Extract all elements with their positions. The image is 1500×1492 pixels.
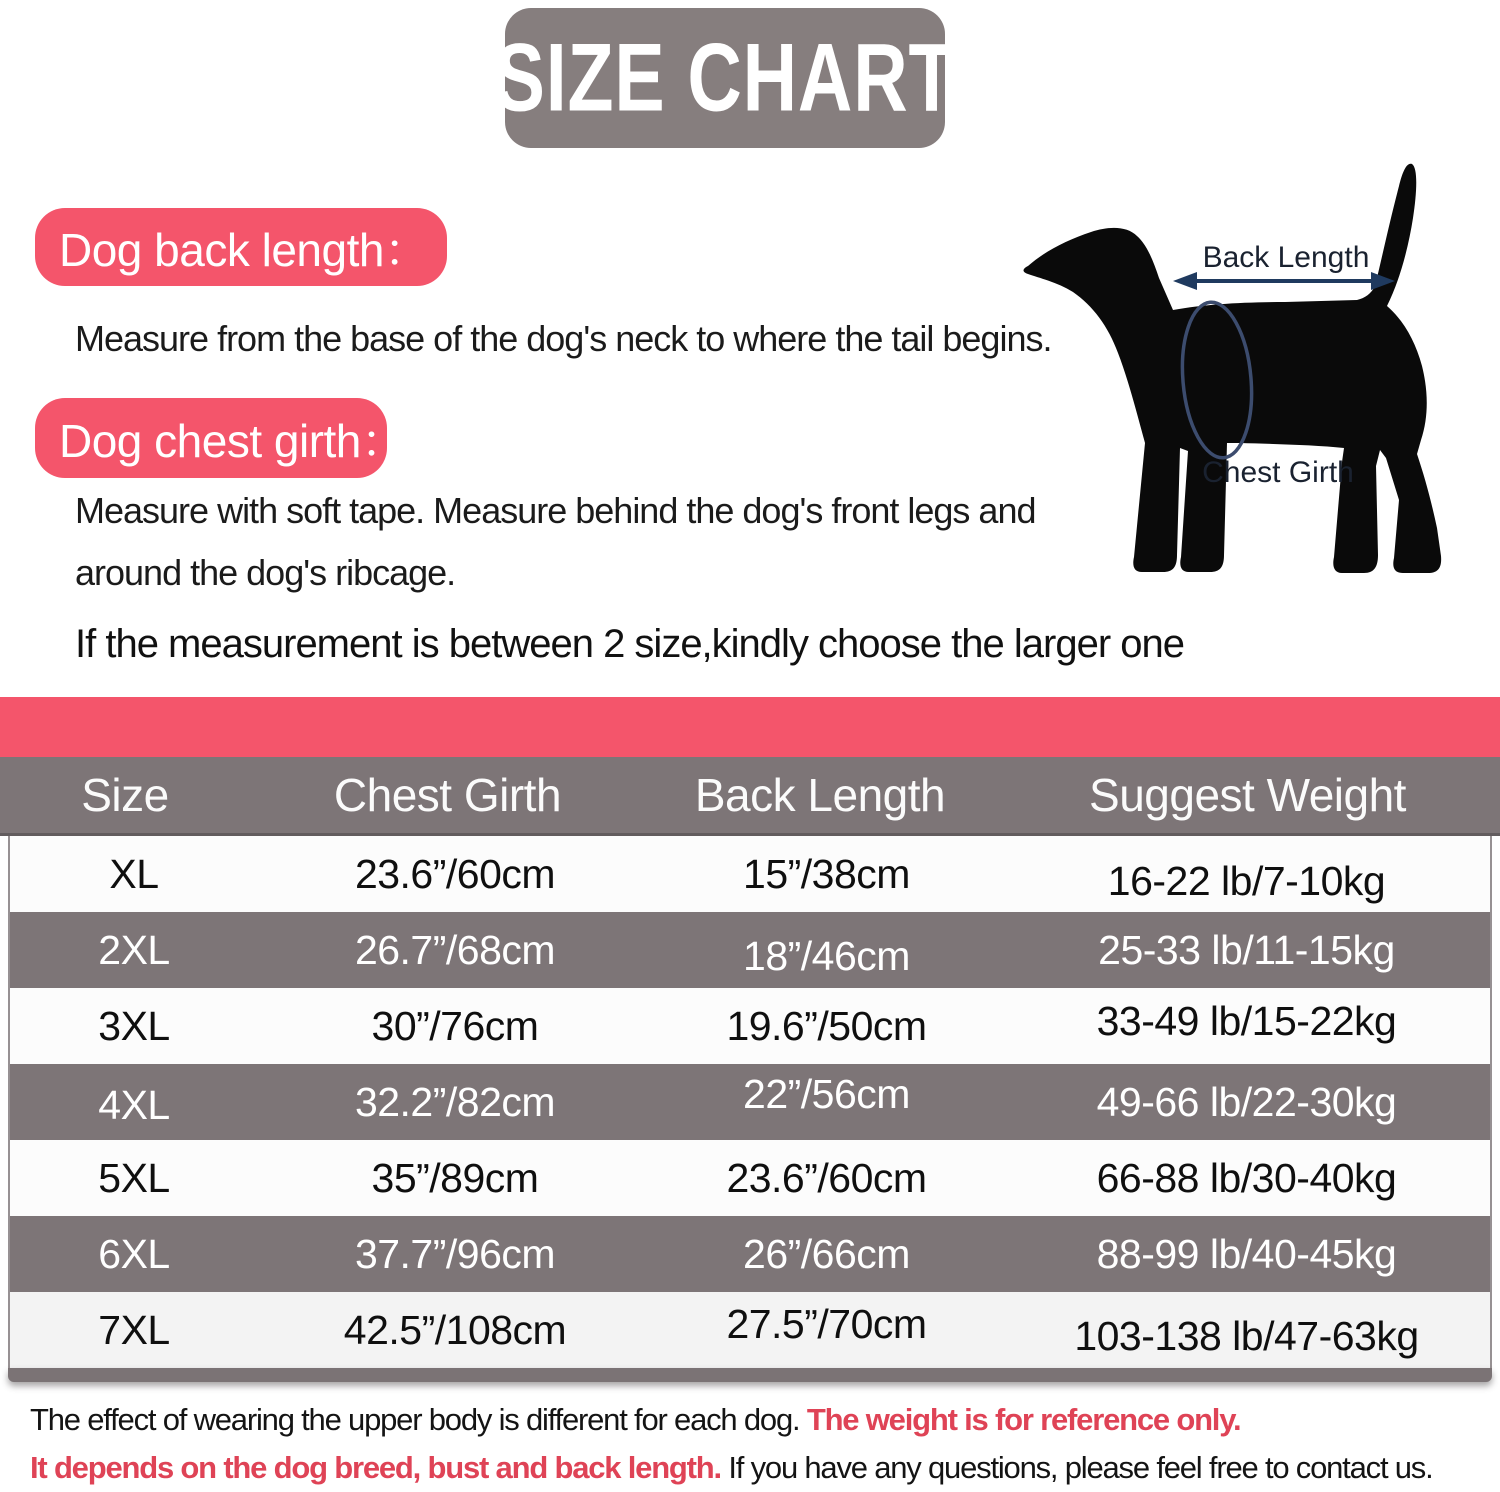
table-cell: 35”/89cm xyxy=(371,1154,539,1201)
chest-girth-description-line1: Measure with soft tape. Measure behind the dog's front legs and xyxy=(75,490,1036,531)
chest-girth-label-pill xyxy=(35,398,407,478)
footer-line1-red-text: The weight is for reference only. xyxy=(806,1402,1241,1437)
chest-girth-label: Dog chest girth： xyxy=(59,415,407,467)
table-header-row xyxy=(0,757,1500,836)
table-cell: 66-88 lb/30-40kg xyxy=(1096,1154,1397,1201)
size-table xyxy=(0,697,1500,1382)
table-body xyxy=(8,836,1492,1368)
table-cell: 5XL xyxy=(98,1154,170,1201)
table-cell: 33-49 lb/15-22kg xyxy=(1096,997,1397,1044)
column-header-chest-girth: Chest Girth xyxy=(333,769,562,821)
footer-line2-red-text: It depends on the dog breed, bust and back length. xyxy=(30,1450,729,1485)
table-bottom-bar xyxy=(8,1368,1492,1382)
column-header-size: Size xyxy=(81,769,169,821)
table-row xyxy=(10,1140,1490,1216)
table-row xyxy=(10,1292,1490,1368)
dog-measurement-diagram xyxy=(1005,148,1485,600)
table-cell: 23.6”/60cm xyxy=(726,1154,927,1201)
table-cell: 88-99 lb/40-45kg xyxy=(1096,1230,1397,1277)
chest-girth-description-line2: around the dog's ribcage. xyxy=(75,552,456,593)
table-cell: 42.5”/108cm xyxy=(343,1306,567,1353)
table-cell: 6XL xyxy=(98,1230,170,1277)
table-cell: 26”/66cm xyxy=(743,1230,910,1277)
table-cell: 26.7”/68cm xyxy=(354,926,556,973)
table-cell: 23.6”/60cm xyxy=(354,850,556,897)
table-row xyxy=(10,1216,1490,1292)
table-cell: 4XL xyxy=(98,1081,170,1128)
footer-line2-black-text: If you have any questions, please feel free to contact us. xyxy=(728,1450,1433,1485)
footer-line1-black-text: The effect of wearing the upper body is different for each dog. xyxy=(30,1402,807,1437)
footer-line-1 xyxy=(30,1396,1490,1444)
column-header-back-length: Back Length xyxy=(694,769,946,821)
table-accent-band xyxy=(0,697,1500,757)
table-cell: 7XL xyxy=(98,1306,170,1353)
table-cell: 103-138 lb/47-63kg xyxy=(1074,1312,1419,1359)
back-length-label-pill xyxy=(35,208,447,286)
table-cell: XL xyxy=(109,850,159,897)
size-chart-title-box xyxy=(494,8,956,148)
column-header-suggest-weight: Suggest Weight xyxy=(1089,769,1406,821)
table-cell: 18”/46cm xyxy=(743,932,910,979)
dog-silhouette-icon xyxy=(1024,164,1442,573)
table-cell: 22”/56cm xyxy=(743,1070,910,1117)
back-length-arrow-icon xyxy=(1173,272,1395,290)
table-cell: 3XL xyxy=(98,1002,170,1049)
footer-note xyxy=(30,1396,1490,1492)
table-cell: 37.7”/96cm xyxy=(354,1230,556,1277)
table-cell: 16-22 lb/7-10kg xyxy=(1107,857,1386,904)
page-title: SIZE CHART xyxy=(494,23,956,132)
table-cell: 19.6”/50cm xyxy=(726,1002,927,1049)
table-cell: 2XL xyxy=(98,926,170,973)
chest-girth-diagram-label: Chest Girth xyxy=(1202,456,1354,489)
table-cell: 15”/38cm xyxy=(743,850,910,897)
footer-line-2 xyxy=(30,1444,1490,1492)
table-row xyxy=(10,912,1490,988)
back-length-label: Dog back length： xyxy=(59,224,430,276)
table-cell: 49-66 lb/22-30kg xyxy=(1096,1078,1397,1125)
table-cell: 25-33 lb/11-15kg xyxy=(1098,926,1395,973)
table-row xyxy=(10,988,1490,1064)
table-cell: 30”/76cm xyxy=(371,1002,539,1049)
table-cell: 32.2”/82cm xyxy=(354,1078,556,1125)
dog-diagram-svg xyxy=(1005,148,1485,600)
back-length-diagram-label: Back Length xyxy=(1202,241,1370,274)
back-length-description: Measure from the base of the dog's neck to where the tail begins. xyxy=(75,318,1052,359)
table-row xyxy=(10,1064,1490,1140)
between-sizes-note: If the measurement is between 2 size,kindly choose the larger one xyxy=(75,622,1184,666)
table-row xyxy=(10,836,1490,912)
table-cell: 27.5”/70cm xyxy=(726,1300,927,1347)
